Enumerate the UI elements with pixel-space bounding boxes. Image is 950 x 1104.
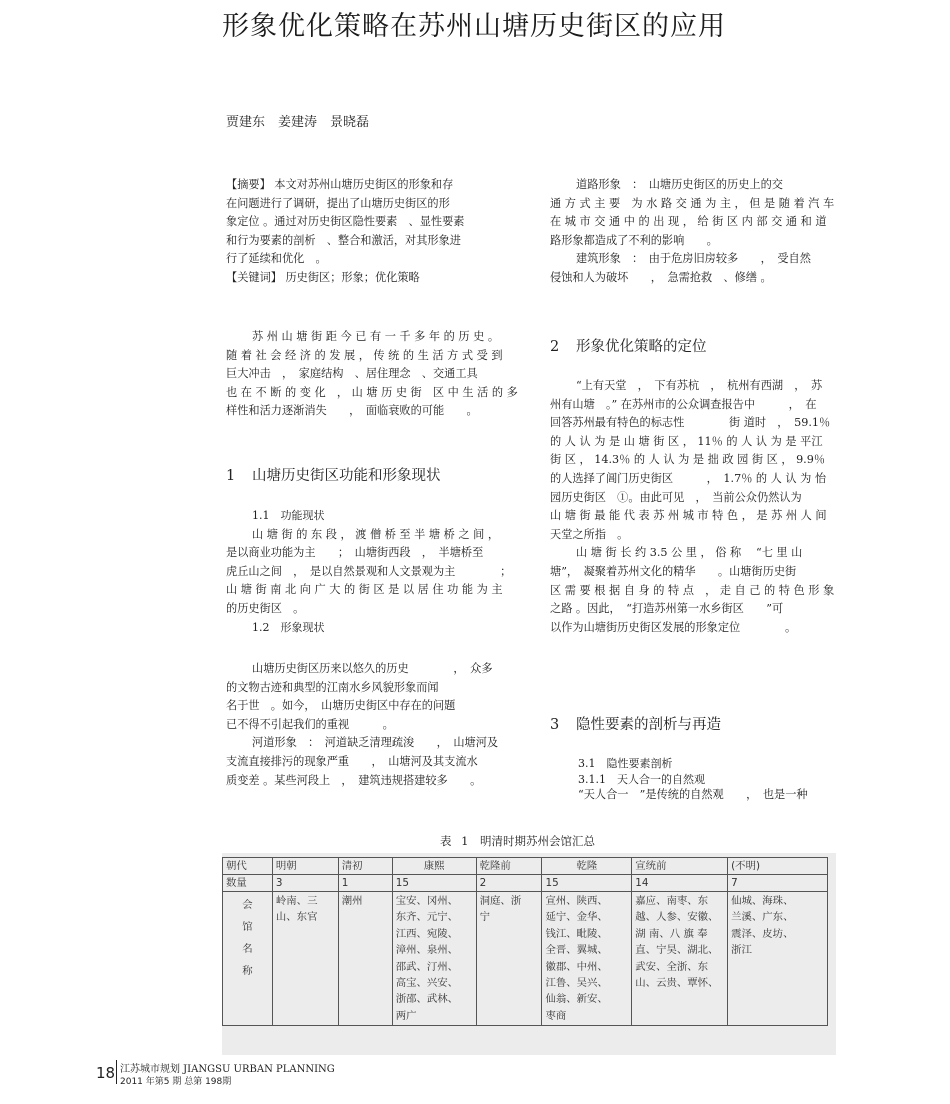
table-caption: 表 1 明清时期苏州会馆汇总 xyxy=(440,834,595,848)
row-label-char: 名 xyxy=(242,943,253,955)
abstract-line: 【摘要】 本文对苏州山塘历史街区的形象和存 xyxy=(226,178,454,191)
table-cell: 潮州 xyxy=(338,892,392,1026)
paragraph-line: 已不得不引起我们的重视 。 xyxy=(226,717,394,731)
page-number: 18 xyxy=(96,1064,116,1082)
paragraph-line: 通 方 式 主 要 为 水 路 交 通 为 主 ， 但 是 随 着 汽 车 xyxy=(550,196,835,210)
table-header-cell: 康熙 xyxy=(392,858,476,875)
paragraph-line: 名于世 。如今， 山塘历史街区中存在的问题 xyxy=(226,699,456,713)
abstract-line: 和行为要素的剖析 、整合和激活，对其形象进 xyxy=(226,233,461,247)
table-cell: 岭南、三 山、东官 xyxy=(272,892,338,1026)
paragraph-line: 侵蚀和人为破坏 ， 急需抢救 、修缮 。 xyxy=(550,270,772,284)
paragraph-line: 河道形象 ： 河道缺乏清理疏浚 ， 山塘河及 xyxy=(252,736,499,750)
paragraph-line: 山 塘 街 最 能 代 表 苏 州 城 市 特 色 ， 是 苏 州 人 间 xyxy=(550,509,827,523)
footer-divider xyxy=(116,1060,117,1084)
paragraph-line: 也 在 不 断 的 变 化 ， 山 塘 历 史 街 区 中 生 活 的 多 xyxy=(226,385,518,399)
subsection-1-2-heading: 1.2 形象现状 xyxy=(252,620,325,634)
paragraph-line: 的历史街区 。 xyxy=(226,601,305,615)
paragraph-line: 建筑形象 ： 由于危房旧房较多 ， 受自然 xyxy=(576,252,811,266)
paragraph-line: 的 人 认 为 是 山 塘 街 区 ， 11％ 的 人 认 为 是 平江 xyxy=(550,434,823,448)
table-cell: 14 xyxy=(632,875,728,892)
section-1-heading xyxy=(226,464,441,485)
issue-info: 2011 年第5 期 总第 198期 xyxy=(120,1077,232,1087)
row-label-char: 称 xyxy=(242,965,253,977)
paragraph-line: 随 着 社 会 经 济 的 发 展 ， 传 统 的 生 活 方 式 受 到 xyxy=(226,348,503,362)
table-cell: 宣州、陕西、 延宁、金华、 钱江、毗陵、 全晋、翼城、 徽郡、中州、 江鲁、吴兴、 仙翁、新安、 枣商 xyxy=(542,892,632,1026)
authors: 贾建东 姜建涛 景晓磊 xyxy=(226,115,370,130)
table-cell: 仙城、海珠、 兰溪、广东、 震泽、皮坊、 浙江 xyxy=(728,892,828,1026)
abstract xyxy=(226,176,465,288)
table-cell: 嘉应、南枣、东 越、人参、安徽、 湖 南、八 旗 奉 直、宁昊、湖北、 武安、全浙、东 山、云贵、覃怀、 xyxy=(632,892,728,1026)
section-title: 山塘历史街区功能和形象现状 xyxy=(252,468,441,484)
paragraph-line: 苏 州 山 塘 街 距 今 已 有 一 千 多 年 的 历 史 。 xyxy=(252,330,500,343)
table-header-cell: 乾隆前 xyxy=(476,858,542,875)
paragraph-line: 山 塘 街 的 东 段 ， 渡 僧 桥 至 半 塘 桥 之 间 ， xyxy=(252,527,500,541)
section-1-body xyxy=(226,507,511,637)
table-cell: 洞庭、浙 宁 xyxy=(476,892,542,1026)
table-header-cell: 清初 xyxy=(338,858,392,875)
paragraph-line: 路形象都造成了不利的影响 。 xyxy=(550,233,718,247)
table-header-cell: 宣统前 xyxy=(632,858,728,875)
table-row xyxy=(223,875,828,892)
subsection-1-1-heading: 1.1 功能现状 xyxy=(252,509,325,522)
table-cell: 15 xyxy=(542,875,632,892)
abstract-line: 象定位 。通过对历史街区隐性要素 、显性要素 xyxy=(226,215,465,229)
paragraph-line: 是以商业功能为主 ； 山塘街西段 ， 半塘桥至 xyxy=(226,546,484,560)
paragraph-line: 样性和活力逐渐消失 ， 面临衰败的可能 。 xyxy=(226,404,478,418)
paragraph-line: 山 塘 街 长 约 3.5 公 里 ， 俗 称 “七 里 山 xyxy=(576,546,803,560)
intro-paragraph xyxy=(226,328,518,421)
row-label-cell xyxy=(223,892,273,1026)
section-3-heading xyxy=(550,713,721,734)
table-header-cell: (不明) xyxy=(728,858,828,875)
table-header-cell: 明朝 xyxy=(272,858,338,875)
section-2-heading xyxy=(550,335,707,356)
paragraph-line: 园历史街区 ①。由此可见 ， 当前公众仍然认为 xyxy=(550,490,802,504)
table-cell: 1 xyxy=(338,875,392,892)
table-cell: 宝安、冈州、 东齐、元宁、 江西、宛陵、 漳州、泉州、 邵武、汀州、 高宝、兴安、 浙邵、武林、 两广 xyxy=(392,892,476,1026)
paragraph-line: 支流直接排污的现象严重 ， 山塘河及其支流水 xyxy=(226,754,478,768)
paragraph-line: 山塘历史街区历来以悠久的历史 ， 众多 xyxy=(252,662,493,675)
subsection-3-1-1-heading: 3.1.1 天人合一的自然观 xyxy=(578,772,705,786)
subsection-3-1-heading: 3.1 隐性要素剖析 xyxy=(578,757,673,770)
keywords: 【关键词】 历史街区；形象；优化策略 xyxy=(226,270,420,284)
paragraph-line: 区 需 要 根 据 自 身 的 特 点 ， 走 自 己 的 特 色 形 象 xyxy=(550,583,835,597)
table-header-cell: 朝代 xyxy=(223,858,273,875)
paragraph-line: 回答苏州最有特色的标志性 街 道时 ， 59.1％ xyxy=(550,416,831,430)
table-container xyxy=(222,853,836,1055)
guild-hall-table xyxy=(222,857,828,1026)
section-number: 2 xyxy=(550,339,560,355)
table-cell: 15 xyxy=(392,875,476,892)
row-label-char: 馆 xyxy=(242,921,253,933)
table-cell: 7 xyxy=(728,875,828,892)
paragraph-line: 质变差 。某些河段上 ， 建筑违规搭建较多 。 xyxy=(226,773,482,787)
paragraph-line: 街 区 ， 14.3％ 的 人 认 为 是 拙 政 园 街 区 ， 9.9％ xyxy=(550,453,826,467)
table-header-cell: 乾隆 xyxy=(542,858,632,875)
paragraph-line: 巨大冲击 ， 家庭结构 、居住理念 、交通工具 xyxy=(226,367,478,381)
journal-name: 江苏城市规划 JIANGSU URBAN PLANNING xyxy=(120,1064,335,1075)
section-3-body xyxy=(578,756,808,803)
table-row xyxy=(223,892,828,1026)
paragraph-line: 以作为山塘街历史街区发展的形象定位 。 xyxy=(550,620,797,634)
paragraph-line: 道路形象 ： 山塘历史街区的历史上的交 xyxy=(576,178,783,191)
paragraph-line: 天堂之所指 。 xyxy=(550,527,629,541)
section-title: 形象优化策略的定位 xyxy=(576,339,707,355)
table-cell: 2 xyxy=(476,875,542,892)
abstract-line: 在问题进行了调研，提出了山塘历史街区的形 xyxy=(226,196,450,210)
table-row xyxy=(223,858,828,875)
paragraph-line: 塘”， 凝聚着苏州文化的精华 。山塘街历史街 xyxy=(550,564,797,578)
paragraph-line: 之路 。因此， “打造苏州第一水乡街区 ”可 xyxy=(550,602,784,616)
section-number: 3 xyxy=(550,717,560,733)
road-image-paragraph xyxy=(550,176,834,288)
paragraph-line: 虎丘山之间 ， 是以自然景观和人文景观为主 ； xyxy=(226,564,512,578)
table-cell: 数量 xyxy=(223,875,273,892)
paragraph-line: 的文物古迹和典型的江南水乡风貌形象而闻 xyxy=(226,680,439,694)
paragraph-line: “天人合一 ”是传统的自然观 ， 也是一种 xyxy=(578,788,808,801)
image-status-paragraph xyxy=(226,660,498,790)
paragraph-line: 州有山塘 。” 在苏州市的公众调查报告中 ， 在 xyxy=(550,397,817,411)
table-cell: 3 xyxy=(272,875,338,892)
section-2-body xyxy=(550,377,834,637)
abstract-line: 行了延续和优化 。 xyxy=(226,252,327,266)
section-number: 1 xyxy=(226,468,236,484)
paragraph-line: 山 塘 街 南 北 向 广 大 的 街 区 是 以 居 住 功 能 为 主 xyxy=(226,583,503,597)
paragraph-line: 在 城 市 交 通 中 的 出 现 ， 给 街 区 内 部 交 通 和 道 xyxy=(550,215,827,229)
page-title: 形象优化策略在苏州山塘历史街区的应用 xyxy=(222,11,726,42)
section-title: 隐性要素的剖析与再造 xyxy=(576,717,721,733)
paragraph-line: “上有天堂 ， 下有苏杭 ， 杭州有西湖 ， 苏 xyxy=(576,379,823,392)
paragraph-line: 的人选择了阊门历史街区 ， 1.7％ 的 人 认 为 怡 xyxy=(550,471,827,485)
row-label-char: 会 xyxy=(242,899,253,911)
